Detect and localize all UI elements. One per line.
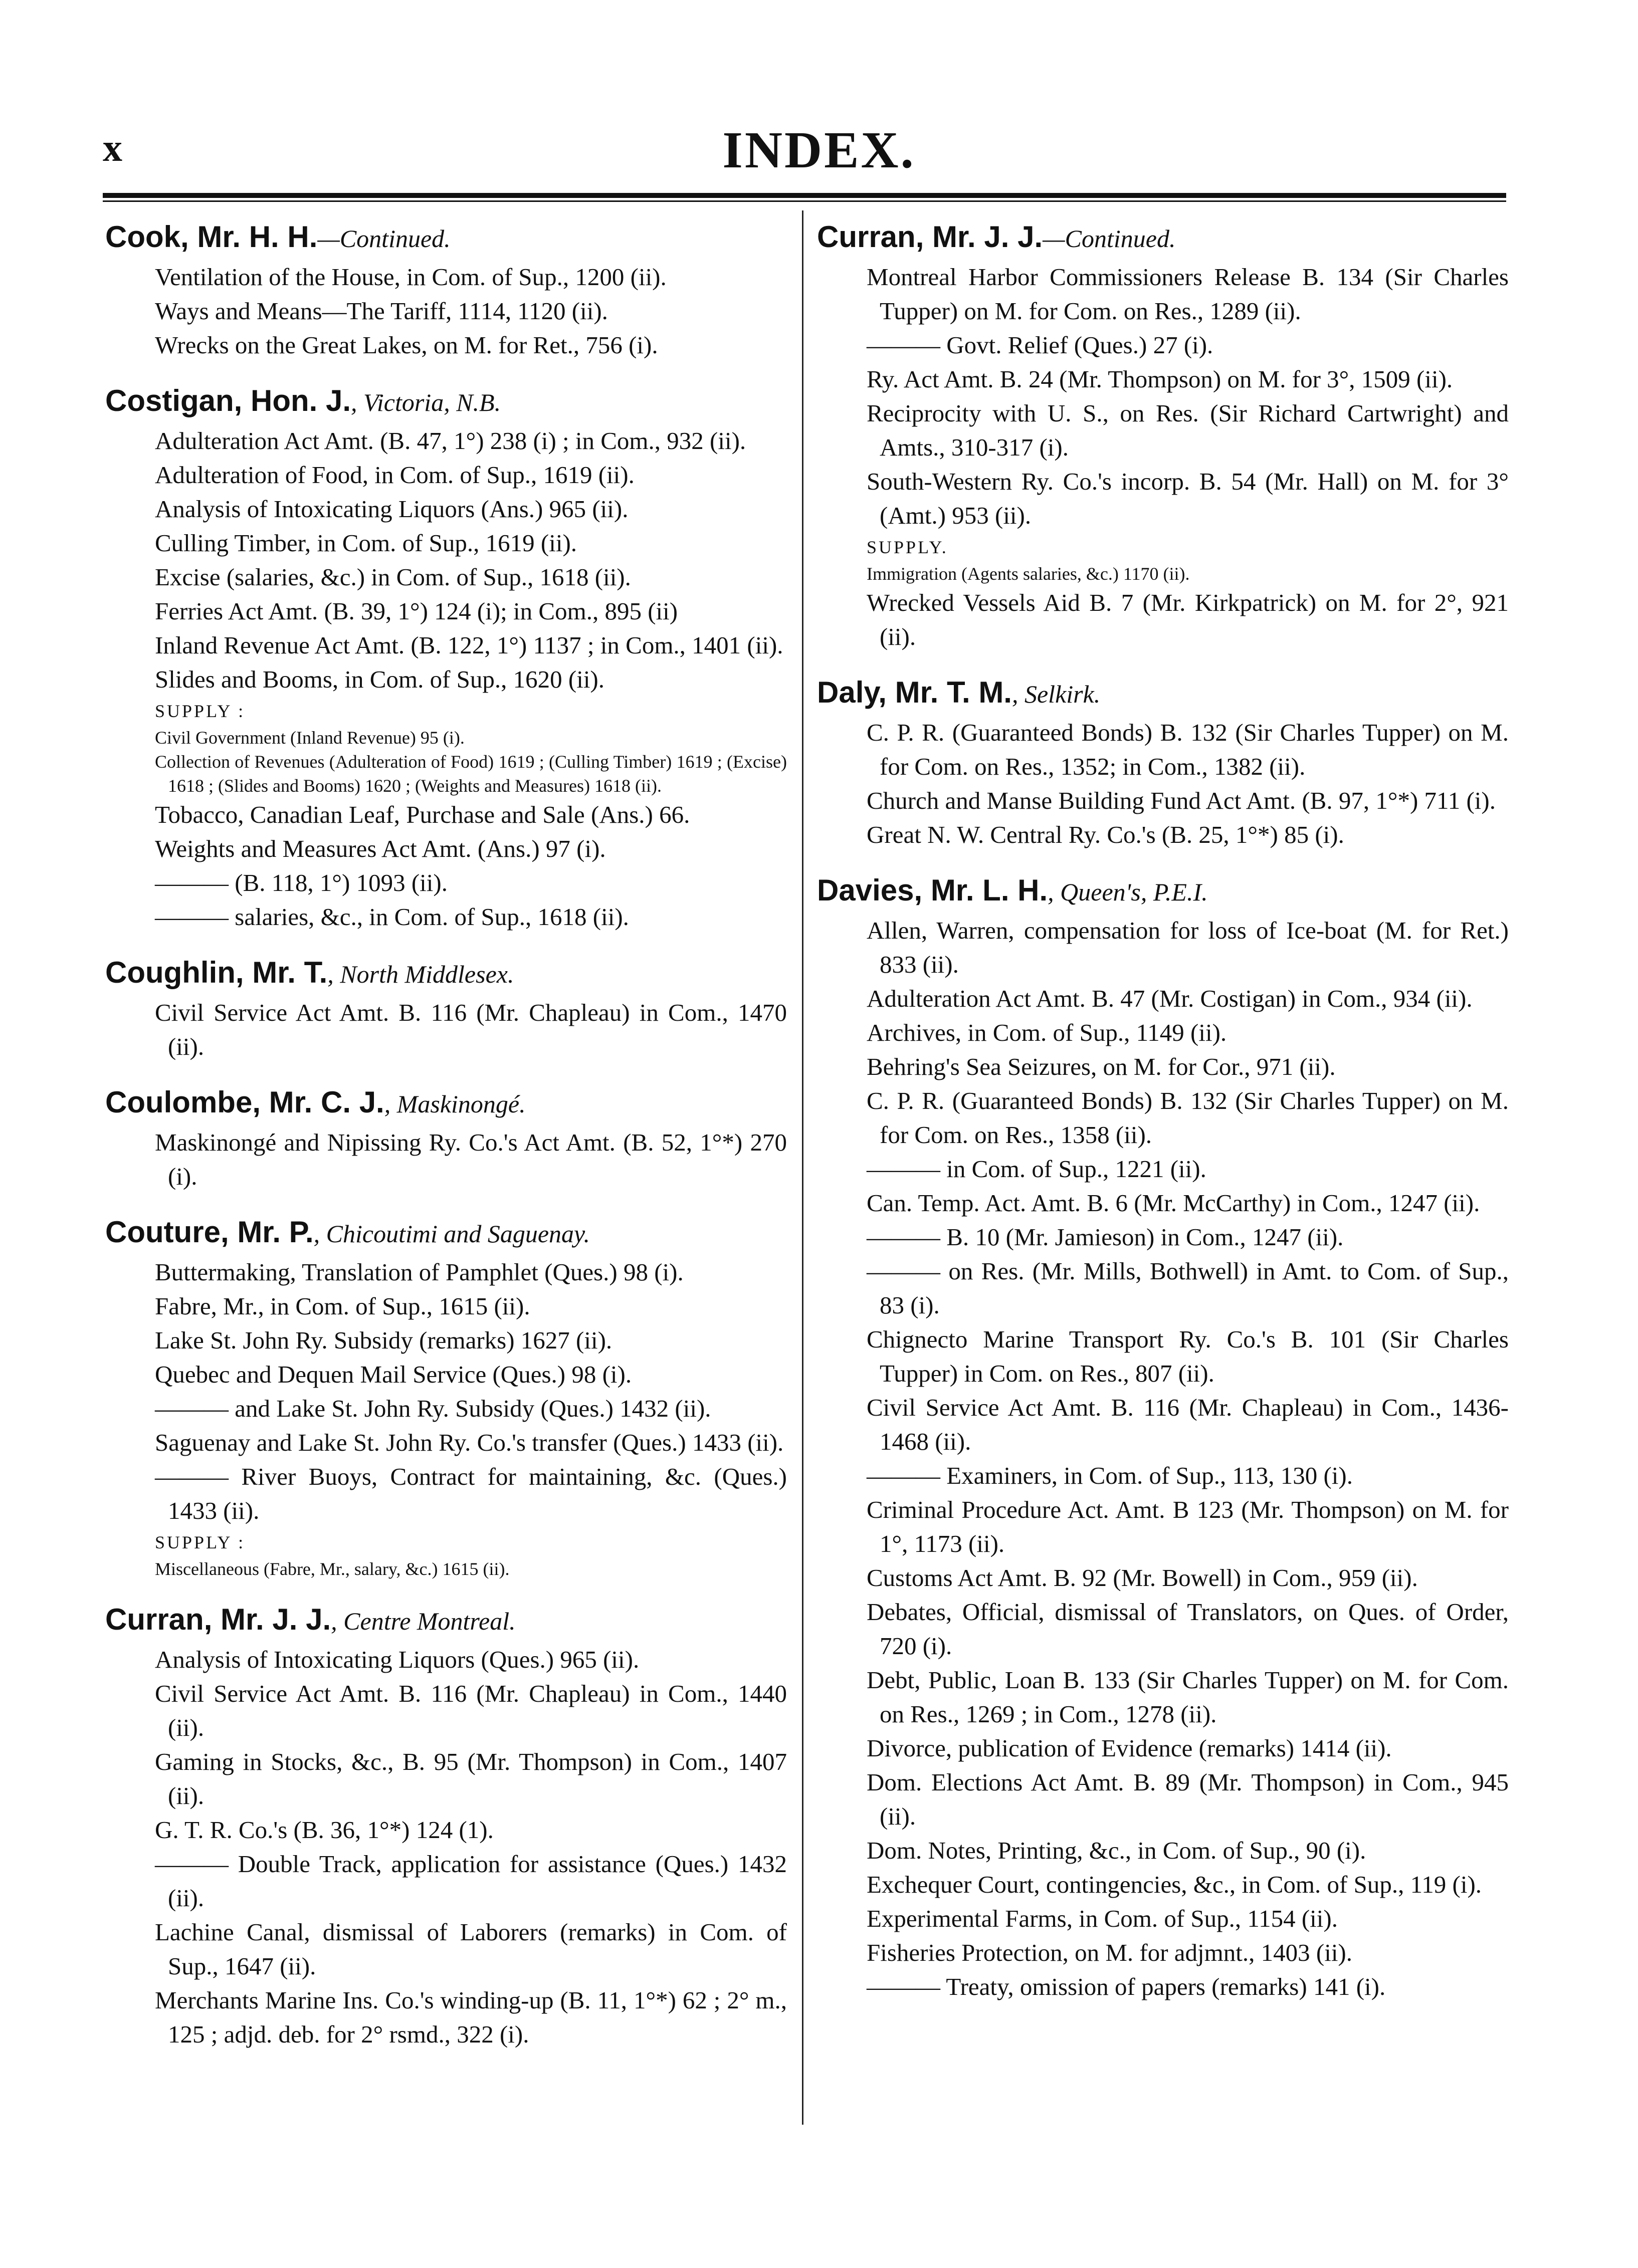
index-item: Gaming in Stocks, &c., B. 95 (Mr. Thompson) in Com., 1407 (ii). xyxy=(155,1748,787,1809)
entry-heading xyxy=(105,1211,787,1255)
index-item: ——— Treaty, omission of papers (remarks) 141 (i). xyxy=(867,1973,1386,2000)
member-constituency: , Victoria, N.B. xyxy=(351,388,501,416)
member-name: Cook, Mr. H. H. xyxy=(105,220,318,254)
index-item: Allen, Warren, compensation for loss of Ice-boat (M. for Ret.) 833 (ii). xyxy=(867,917,1509,978)
index-item: C. P. R. (Guaranteed Bonds) B. 132 (Sir Charles Tupper) on M. for Com. on Res., 1352; in Com., 1382 (ii). xyxy=(867,719,1509,780)
member-constituency: , Maskinongé. xyxy=(384,1090,526,1118)
index-entry xyxy=(105,215,787,362)
index-item: ——— and Lake St. John Ry. Subsidy (Ques.) 1432 (ii). xyxy=(155,1395,711,1422)
index-item: South-Western Ry. Co.'s incorp. B. 54 (Mr. Hall) on M. for 3° (Amt.) 953 (ii). xyxy=(867,468,1509,529)
index-item: Fisheries Protection, on M. for adjmnt., 1403 (ii). xyxy=(867,1939,1352,1966)
header-rule-thin xyxy=(103,200,1506,202)
index-entry xyxy=(105,1081,787,1194)
member-constituency: , North Middlesex. xyxy=(327,960,514,988)
member-name: Curran, Mr. J. J. xyxy=(817,220,1043,254)
index-item: Analysis of Intoxicating Liquors (Ans.) 965 (ii). xyxy=(155,495,629,523)
index-item: Culling Timber, in Com. of Sup., 1619 (ii). xyxy=(155,529,577,557)
index-item: Merchants Marine Ins. Co.'s winding-up (B. 11, 1°*) 62 ; 2° m., 125 ; adjd. deb. for 2° rsmd., 322 (i). xyxy=(155,1986,787,2048)
member-constituency: , Centre Montreal. xyxy=(331,1607,516,1635)
index-item: ——— (B. 118, 1°) 1093 (ii). xyxy=(155,869,448,896)
index-entry xyxy=(817,869,1509,2004)
page-number: x xyxy=(103,126,123,169)
index-item: Analysis of Intoxicating Liquors (Ques.) 965 (ii). xyxy=(155,1646,640,1673)
index-item: C. P. R. (Guaranteed Bonds) B. 132 (Sir Charles Tupper) on M. for Com. on Res., 1358 (ii). xyxy=(867,1087,1509,1149)
member-constituency: —Continued. xyxy=(317,224,451,253)
index-item: Saguenay and Lake St. John Ry. Co.'s transfer (Ques.) 1433 (ii). xyxy=(155,1429,784,1456)
index-entry xyxy=(817,671,1509,852)
index-item: Excise (salaries, &c.) in Com. of Sup., 1618 (ii). xyxy=(155,563,631,591)
index-item: Debt, Public, Loan B. 133 (Sir Charles Tupper) on M. for Com. on Res., 1269 ; in Com., 1278 (ii). xyxy=(867,1666,1509,1728)
member-name: Couture, Mr. P. xyxy=(105,1215,314,1249)
index-item: Weights and Measures Act Amt. (Ans.) 97 (i). xyxy=(155,835,606,862)
index-item: Criminal Procedure Act. Amt. B 123 (Mr. Thompson) on M. for 1°, 1173 (ii). xyxy=(867,1496,1509,1557)
entry-heading xyxy=(817,671,1509,716)
entry-heading xyxy=(105,1598,787,1643)
supply-item: Collection of Revenues (Adulteration of Food) 1619 ; (Culling Timber) 1619 ; (Excise) 1618 ; (Slides and Booms) 1620 ; (Weights and Measures) 1618 (ii). xyxy=(155,752,787,796)
header-rule-thick xyxy=(103,193,1506,198)
index-item: Dom. Elections Act Amt. B. 89 (Mr. Thompson) in Com., 945 (ii). xyxy=(867,1768,1509,1830)
member-name: Costigan, Hon. J. xyxy=(105,384,351,417)
member-name: Coughlin, Mr. T. xyxy=(105,956,328,989)
index-item: Ferries Act Amt. (B. 39, 1°) 124 (i); in Com., 895 (ii) xyxy=(155,597,678,625)
index-item: Debates, Official, dismissal of Translators, on Ques. of Order, 720 (i). xyxy=(867,1598,1509,1660)
index-item: G. T. R. Co.'s (B. 36, 1°*) 124 (1). xyxy=(155,1816,494,1844)
index-item: Can. Temp. Act. Amt. B. 6 (Mr. McCarthy) in Com., 1247 (ii). xyxy=(867,1189,1480,1217)
index-item: Lachine Canal, dismissal of Laborers (remarks) in Com. of Sup., 1647 (ii). xyxy=(155,1918,787,1980)
index-item: Divorce, publication of Evidence (remarks) 1414 (ii). xyxy=(867,1734,1392,1762)
member-name: Davies, Mr. L. H. xyxy=(817,873,1048,907)
index-item: ——— on Res. (Mr. Mills, Bothwell) in Amt. to Com. of Sup., 83 (i). xyxy=(867,1257,1509,1319)
right-column xyxy=(817,215,1509,2021)
index-item: Dom. Notes, Printing, &c., in Com. of Sup., 90 (i). xyxy=(867,1837,1366,1864)
index-item: ——— salaries, &c., in Com. of Sup., 1618 (ii). xyxy=(155,903,629,931)
index-entry xyxy=(105,1211,787,1581)
index-item: Wrecked Vessels Aid B. 7 (Mr. Kirkpatrick) on M. for 2°, 921 (ii). xyxy=(867,589,1509,650)
index-item: ——— Examiners, in Com. of Sup., 113, 130 (i). xyxy=(867,1462,1353,1489)
index-entry xyxy=(105,379,787,934)
index-item: ——— in Com. of Sup., 1221 (ii). xyxy=(867,1155,1206,1183)
member-constituency: , Chicoutimi and Saguenay. xyxy=(313,1220,590,1248)
index-item: Tobacco, Canadian Leaf, Purchase and Sale (Ans.) 66. xyxy=(155,801,690,828)
entry-heading xyxy=(105,215,787,260)
index-item: Behring's Sea Seizures, on M. for Cor., 971 (ii). xyxy=(867,1053,1336,1080)
supply-item: Immigration (Agents salaries, &c.) 1170 (ii). xyxy=(867,564,1190,584)
entry-heading xyxy=(817,869,1509,914)
index-item: Experimental Farms, in Com. of Sup., 1154 (ii). xyxy=(867,1905,1338,1932)
index-item: Chignecto Marine Transport Ry. Co.'s B. 101 (Sir Charles Tupper) in Com. on Res., 807 (ii). xyxy=(867,1325,1509,1387)
index-item: Adulteration Act Amt. B. 47 (Mr. Costigan) in Com., 934 (ii). xyxy=(867,985,1473,1012)
entry-heading xyxy=(105,1081,787,1125)
member-name: Coulombe, Mr. C. J. xyxy=(105,1085,384,1119)
index-item: Civil Service Act Amt. B. 116 (Mr. Chapleau) in Com., 1436-1468 (ii). xyxy=(867,1394,1509,1455)
index-item: Inland Revenue Act Amt. (B. 122, 1°) 1137 ; in Com., 1401 (ii). xyxy=(155,631,783,659)
left-column xyxy=(105,215,787,2069)
index-item: Ventilation of the House, in Com. of Sup., 1200 (ii). xyxy=(155,263,667,291)
index-item: Maskinongé and Nipissing Ry. Co.'s Act Amt. (B. 52, 1°*) 270 (i). xyxy=(155,1128,787,1190)
index-item: Great N. W. Central Ry. Co.'s (B. 25, 1°*) 85 (i). xyxy=(867,821,1344,848)
member-constituency: , Selkirk. xyxy=(1011,680,1101,708)
supply-label: SUPPLY. xyxy=(867,537,948,557)
member-constituency: , Queen's, P.E.I. xyxy=(1048,878,1208,906)
index-entry xyxy=(105,951,787,1064)
page-title: INDEX. xyxy=(722,121,916,179)
index-item: Slides and Booms, in Com. of Sup., 1620 (ii). xyxy=(155,665,605,693)
index-item: Adulteration of Food, in Com. of Sup., 1619 (ii). xyxy=(155,461,635,489)
index-entry xyxy=(817,215,1509,654)
index-item: Lake St. John Ry. Subsidy (remarks) 1627 (ii). xyxy=(155,1326,612,1354)
index-item: Exchequer Court, contingencies, &c., in Com. of Sup., 119 (i). xyxy=(867,1871,1482,1898)
index-item: Buttermaking, Translation of Pamphlet (Ques.) 98 (i). xyxy=(155,1258,684,1286)
member-name: Daly, Mr. T. M. xyxy=(817,675,1012,709)
index-item: ——— Govt. Relief (Ques.) 27 (i). xyxy=(867,331,1213,359)
supply-item: Civil Government (Inland Revenue) 95 (i). xyxy=(155,728,465,748)
index-item: Adulteration Act Amt. (B. 47, 1°) 238 (i) ; in Com., 932 (ii). xyxy=(155,427,746,455)
supply-label: SUPPLY : xyxy=(155,701,246,721)
index-item: Fabre, Mr., in Com. of Sup., 1615 (ii). xyxy=(155,1292,530,1320)
member-name: Curran, Mr. J. J. xyxy=(105,1603,331,1636)
index-item: Customs Act Amt. B. 92 (Mr. Bowell) in Com., 959 (ii). xyxy=(867,1564,1418,1592)
index-item: Wrecks on the Great Lakes, on M. for Ret., 756 (i). xyxy=(155,331,658,359)
supply-item: Miscellaneous (Fabre, Mr., salary, &c.) 1615 (ii). xyxy=(155,1559,510,1579)
index-item: Ways and Means—The Tariff, 1114, 1120 (ii). xyxy=(155,297,608,325)
index-item: Reciprocity with U. S., on Res. (Sir Richard Cartwright) and Amts., 310-317 (i). xyxy=(867,399,1509,461)
column-divider xyxy=(802,210,803,2125)
index-item: Civil Service Act Amt. B. 116 (Mr. Chapleau) in Com., 1440 (ii). xyxy=(155,1680,787,1741)
supply-label: SUPPLY : xyxy=(155,1532,246,1552)
index-item: ——— Double Track, application for assistance (Ques.) 1432 (ii). xyxy=(155,1850,787,1912)
index-entry xyxy=(105,1598,787,2052)
index-item: Archives, in Com. of Sup., 1149 (ii). xyxy=(867,1019,1227,1046)
index-item: Church and Manse Building Fund Act Amt. (B. 97, 1°*) 711 (i). xyxy=(867,787,1496,814)
index-item: Quebec and Dequen Mail Service (Ques.) 98 (i). xyxy=(155,1360,632,1388)
entry-heading xyxy=(817,215,1509,260)
index-item: ——— B. 10 (Mr. Jamieson) in Com., 1247 (ii). xyxy=(867,1223,1344,1251)
index-item: Montreal Harbor Commissioners Release B. 134 (Sir Charles Tupper) on M. for Com. on Res., 1289 (ii). xyxy=(867,263,1509,325)
member-constituency: —Continued. xyxy=(1043,224,1176,253)
index-item: ——— River Buoys, Contract for maintaining, &c. (Ques.) 1433 (ii). xyxy=(155,1463,787,1524)
entry-heading xyxy=(105,379,787,424)
index-item: Ry. Act Amt. B. 24 (Mr. Thompson) on M. for 3°, 1509 (ii). xyxy=(867,365,1453,393)
entry-heading xyxy=(105,951,787,996)
index-item: Civil Service Act Amt. B. 116 (Mr. Chapleau) in Com., 1470 (ii). xyxy=(155,999,787,1060)
